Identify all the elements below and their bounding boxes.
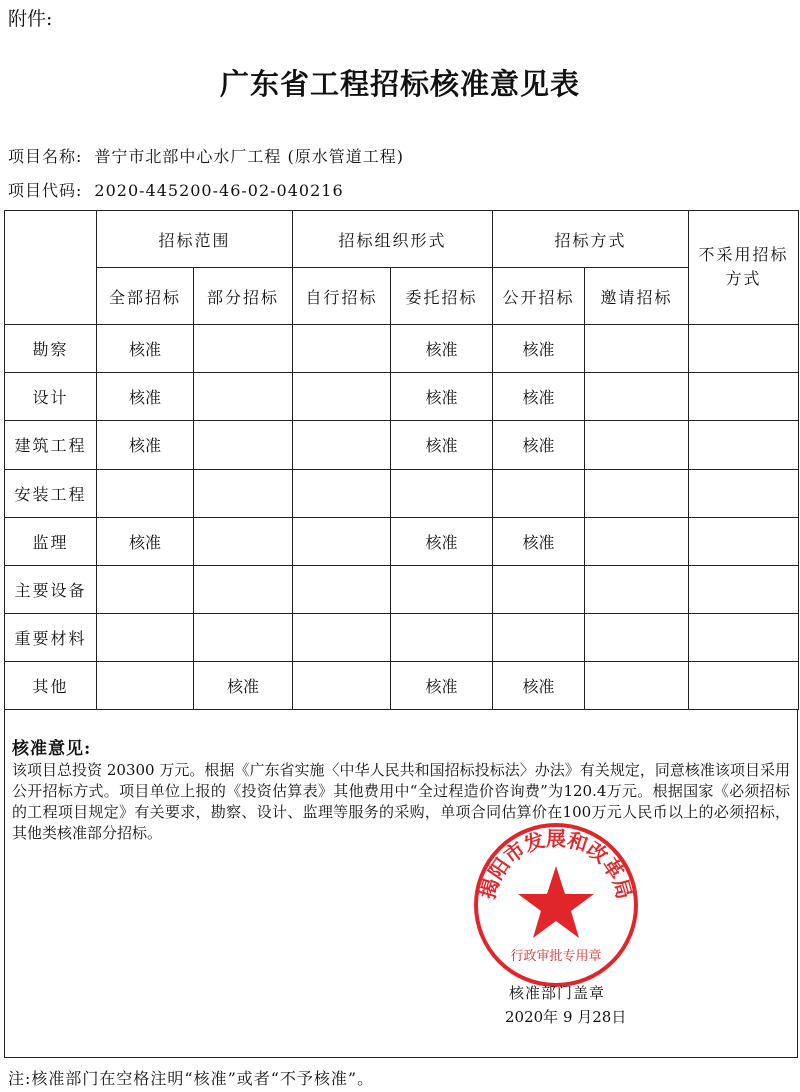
- project-name-row: [8, 144, 404, 167]
- subheader-full-bidding: 全部招标: [97, 268, 194, 325]
- table-row: [5, 613, 799, 661]
- table-cell: 核准: [391, 421, 493, 469]
- table-cell: [97, 469, 194, 517]
- approval-table: [4, 210, 799, 710]
- table-cell: [585, 469, 689, 517]
- project-code-label: 项目代码:: [8, 181, 83, 200]
- table-cell: [97, 661, 194, 709]
- table-cell: 核准: [97, 517, 194, 565]
- table-cell: [689, 613, 799, 661]
- table-cell: 核准: [97, 373, 194, 421]
- project-name-label: 项目名称:: [8, 147, 83, 166]
- table-cell: [493, 613, 585, 661]
- table-cell: 核准: [493, 517, 585, 565]
- official-seal-icon: [471, 820, 641, 990]
- seal-arc-text: 揭阳市发展和改革局: [475, 826, 637, 902]
- table-cell: [391, 469, 493, 517]
- approval-date: 2020年 9 月28日: [505, 1008, 627, 1026]
- table-cell: [293, 421, 391, 469]
- table-cell: [689, 661, 799, 709]
- header-bidding-scope: 招标范围: [97, 211, 293, 268]
- table-body: [5, 325, 799, 710]
- table-cell: [97, 565, 194, 613]
- table-cell: [293, 661, 391, 709]
- opinion-section: [4, 710, 798, 1058]
- table-cell: [689, 565, 799, 613]
- table-cell: [391, 613, 493, 661]
- table-cell: 核准: [391, 661, 493, 709]
- table-cell: 核准: [391, 517, 493, 565]
- document-title: 广东省工程招标核准意见表: [219, 67, 580, 101]
- table-row: [5, 517, 799, 565]
- table-cell: [585, 421, 689, 469]
- seal-subtext: 行政审批专用章: [510, 949, 602, 964]
- table-cell: [293, 613, 391, 661]
- subheader-self-organized: 自行招标: [293, 268, 391, 325]
- project-code-value: 2020-445200-46-02-040216: [94, 181, 344, 200]
- table-cell: 核准: [97, 421, 194, 469]
- table-cell: [585, 517, 689, 565]
- table-row: [5, 421, 799, 469]
- table-cell: [293, 373, 391, 421]
- table-cell: [194, 565, 293, 613]
- table-row: [5, 373, 799, 421]
- row-label: 设计: [5, 373, 97, 421]
- subheader-entrusted: 委托招标: [391, 268, 493, 325]
- table-cell: [689, 421, 799, 469]
- table-cell: [293, 325, 391, 373]
- table-cell: [585, 373, 689, 421]
- table-cell: [689, 373, 799, 421]
- row-label: 勘察: [5, 325, 97, 373]
- table-cell: 核准: [391, 373, 493, 421]
- header-no-bidding: [689, 211, 799, 325]
- table-cell: [689, 517, 799, 565]
- footnote: 注:核准部门在空格注明“核准”或者“不予核准”。: [8, 1069, 375, 1088]
- row-label: 其他: [5, 661, 97, 709]
- table-cell: [585, 661, 689, 709]
- subheader-open-bidding: 公开招标: [493, 268, 585, 325]
- project-code-row: [8, 178, 344, 201]
- table-cell: [293, 517, 391, 565]
- approval-dept-seal-label: 核准部门盖章: [509, 984, 606, 1002]
- header-bidding-method: 招标方式: [493, 211, 689, 268]
- header-organization-form: 招标组织形式: [293, 211, 493, 268]
- table-cell: [194, 469, 293, 517]
- table-row: [5, 325, 799, 373]
- table-cell: 核准: [391, 325, 493, 373]
- table-cell: [689, 469, 799, 517]
- table-cell: [194, 517, 293, 565]
- row-label: 建筑工程: [5, 421, 97, 469]
- attachment-label: 附件:: [8, 8, 53, 30]
- opinion-title: 核准意见:: [12, 739, 92, 759]
- table-cell: [493, 565, 585, 613]
- table-cell: 核准: [493, 421, 585, 469]
- table-cell: [585, 565, 689, 613]
- header-no-bidding-line1: 不采用招标: [698, 245, 789, 264]
- corner-cell: [5, 211, 97, 325]
- table-cell: [689, 325, 799, 373]
- group-header-row: [5, 211, 799, 268]
- table-row: [5, 469, 799, 517]
- table-cell: [194, 373, 293, 421]
- table-cell: [293, 565, 391, 613]
- table-row: [5, 565, 799, 613]
- table-cell: [194, 421, 293, 469]
- table-cell: [391, 565, 493, 613]
- header-no-bidding-line2: 方式: [725, 269, 762, 288]
- subheader-partial-bidding: 部分招标: [194, 268, 293, 325]
- opinion-body: 该项目总投资 20300 万元。根据《广东省实施〈中华人民共和国招标投标法〉办法》有关规定，同意核准该项目采用公开招标方式。项目单位上报的《投资估算表》其他费用中“全过程造价咨询费”为120.4万元。根据国家《必须招标的工程项目规定》有关要求，勘察、设计、监理等服务的采购，单项合同估算价在100万元人民币以上的必须招标，其他类核准部分招标。: [12, 761, 790, 842]
- table-cell: 核准: [493, 325, 585, 373]
- table-cell: [194, 613, 293, 661]
- table-cell: 核准: [493, 661, 585, 709]
- table-cell: [585, 325, 689, 373]
- table-cell: [493, 469, 585, 517]
- table-cell: [293, 469, 391, 517]
- table-cell: 核准: [97, 325, 194, 373]
- row-label: 主要设备: [5, 565, 97, 613]
- table-cell: [194, 325, 293, 373]
- row-label: 安装工程: [5, 469, 97, 517]
- row-label: 监理: [5, 517, 97, 565]
- table-cell: [97, 613, 194, 661]
- table-cell: 核准: [194, 661, 293, 709]
- subheader-invited-bidding: 邀请招标: [585, 268, 689, 325]
- sub-header-row: [5, 268, 799, 325]
- table-cell: [585, 613, 689, 661]
- project-name-value: 普宁市北部中心水厂工程 (原水管道工程): [94, 147, 404, 166]
- row-label: 重要材料: [5, 613, 97, 661]
- table-row: [5, 661, 799, 709]
- table-cell: 核准: [493, 373, 585, 421]
